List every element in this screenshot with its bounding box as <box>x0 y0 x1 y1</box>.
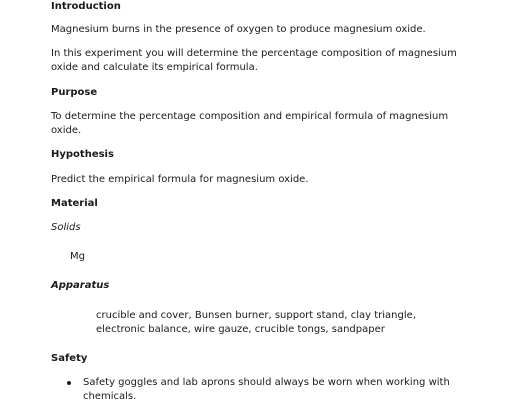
safety-heading: Safety <box>51 353 88 364</box>
hypothesis-heading: Hypothesis <box>51 149 114 160</box>
apparatus-text: crucible and cover, Bunsen burner, support stand, clay triangle, electronic balance, wire gauze, crucible tongs, sandpaper <box>96 310 416 335</box>
purpose-text: To determine the percentage composition and empirical formula of magnesium oxide. <box>51 111 449 136</box>
introduction-paragraph-2: In this experiment you will determine the percentage composition of magnesium oxide and calculate its empirical formula. <box>51 48 457 73</box>
material-heading: Material <box>51 198 98 209</box>
solids-item: Mg <box>70 251 85 262</box>
introduction-paragraph-1: Magnesium burns in the presence of oxygen to produce magnesium oxide. <box>51 24 426 35</box>
solids-label: Solids <box>51 222 81 233</box>
apparatus-heading: Apparatus <box>51 280 110 291</box>
bullet-icon <box>67 381 71 385</box>
purpose-heading: Purpose <box>51 87 98 98</box>
introduction-heading: Introduction <box>51 1 121 12</box>
safety-item: Safety goggles and lab aprons should always be worn when working with chemicals. <box>83 377 450 402</box>
hypothesis-text: Predict the empirical formula for magnesium oxide. <box>51 174 309 185</box>
